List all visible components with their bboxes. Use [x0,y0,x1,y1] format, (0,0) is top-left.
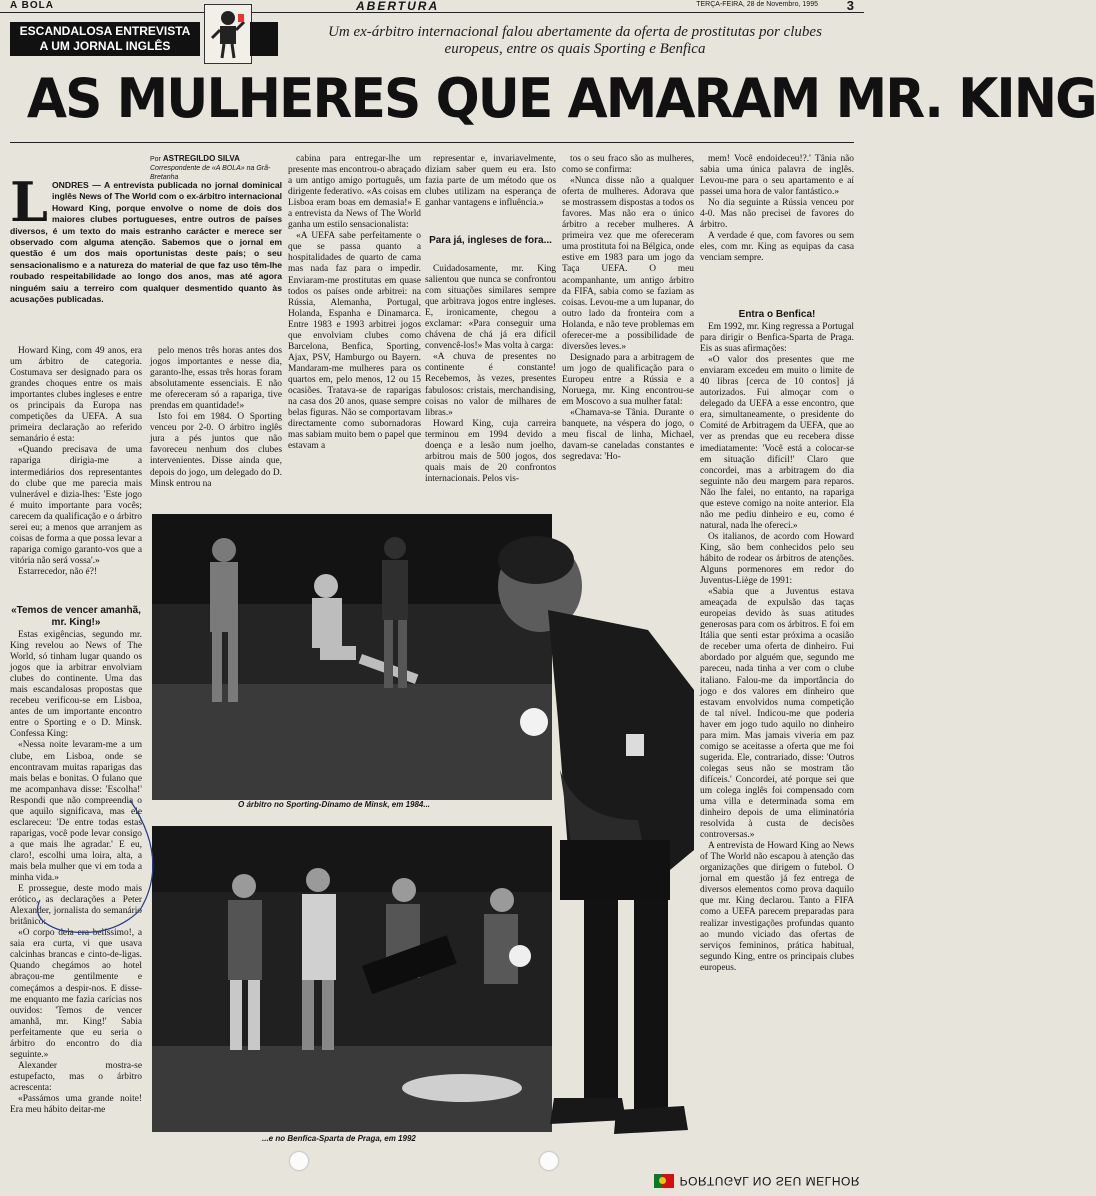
paragraph: Cuidadosamente, mr. King salientou que nunca se confrontou com situações similares sempre que arbitrava jogos entre ingleses. E, ironicamente, chegou a exclamar: «Para conseguir uma chávena de chá já era difícil convencê-los!» Mas volta à carga: [425,264,556,352]
kicker-line-1: ESCANDALOSA ENTREVISTA [19,24,191,38]
footer-text: PORTUGAL NO SEU MELHOR [679,1174,860,1188]
paragraph: mem! Você endoideceu!?.' Tânia não sabia uma única palavra de inglês. Levou-me para o seu apartamento e aí passei uma hora de valor fantástico.» [700,154,854,198]
subhead-temos: «Temos de vencer amanhã, mr. King!» [11,605,141,628]
paragraph: «Chamava-se Tânia. Durante o banquete, na véspera do jogo, o meu fiscal de linha, Michael, davam-se caneladas constantes e segredava: 'Ho- [562,408,694,463]
kicker-line-2: A UM JORNAL INGLÊS [39,39,171,53]
mascot-logo-icon [204,4,252,64]
photo-referee-cutout [488,520,698,1140]
paragraph: Alexander mostra-se estupefacto, mas o árbitro acrescenta: [10,1060,142,1093]
deck-subtitle: Um ex-árbitro internacional falou abertamente da oferta de prostitutas por clubes europeus, entre os quais Sporting e Benfica [328,24,822,57]
paragraph: «Nunca disse não a qualquer oferta de mulheres. Adorava que se mostrassem dispostas a todos os favores. Mas não era o único árbitro a receber mulheres. A primeira vez que me ofereceram uma prostituta foi na Bélgica, onde estive em 1983 para um jogo da Taça UEFA. O meu acompanhante, um antigo árbitro da FIFA, sabia como se faziam as coisas. Levou-me a um lupanar, do outro lado da fronteira com a Holanda, e não teve problemas em oferecer-me a possibilidade de diversões leves.» [562,176,694,352]
headline: AS MULHERES QUE AMARAM MR. KING [26,67,1096,130]
paragraph: Designado para a arbitragem de um jogo de qualificação para o Europeu entre a Rússia e a Noruega, mr. King encontrou-se em Moscovo a sua mulher fatal: [562,352,694,408]
paragraph: «O corpo dela era belíssimo!, a saia era curta, vi que usava calcinhas brancas e cinto-de-ligas. Quando chegámos ao hotel abraçou-me gentilmente e começámos a despir-nos. E disse-me enquanto me fazia carícias nos ouvidos: 'Temos de vencer amanhã, mr. King!' Sabia perfeitamente que eu seria o árbitro do encontro do dia seguinte.» [10,928,142,1060]
paragraph: «Sabia que a Juventus estava ameaçada de expulsão das taças europeias devido às suas atitudes generosas para com os árbitros. E foi em Itália que senti estar próxima a ocasião de receber uma oferta de dinheiro. Fui abordado por alguém que, segundo me pareceu, nada tinha a ver com o clube italiano. Falou-me da importância do jogo e dos valores em dinheiro que estavam envolvidos numa competição de tal nível. Indicou-me que poderia haver em jogo tudo aquilo no dinheiro para mim. Mas jamais viveria em paz comigo se aceitasse a oferta que me foi sugerida. Ele, contrariado, disse: 'Outros colegas seus não se mostram tão difíceis.' Concordei, até porque sei que um colega inglês foi compensado com uma villa e determinada soma em dinheiro depois de uma eliminatória resolvida à custa de decisões controversas.» [700,587,854,841]
headline-rule [10,142,854,143]
paragraph: «Nessa noite levaram-me a um clube, em Lisboa, onde se encontravam muitas raparigas das mais belas e bonitas. O fulano que me acompanhava disse: 'Escolha!' Respondi que não compreendia o que aquilo significava, mas ele esclareceu: 'De entre todas estas raparigas, você pode levar consigo a que mais lhe agradar.' E eu, claro!, escolhi uma loira, alta, a mais bela mulher que vi em toda a minha vida.» [10,740,142,884]
column-4-top [425,154,556,224]
paragraph: Estarrecedor, não é?! [18,566,98,577]
issue-date: TERÇA-FEIRA, 28 de Novembro, 1995 [696,1,818,8]
paragraph: tos o seu fraco são as mulheres, como se confirma: [562,154,694,176]
binder-hole [540,1152,558,1170]
column-2 [150,346,282,500]
column-6-bottom [700,322,854,1146]
column-4-bottom [425,264,556,500]
paragraph: cabina para entregar-lhe um presente mas encontrou-o abraçado a um antigo amigo português, um dirigente federativo. «As coisas em Lisboa eram boas em demasia!» E a entrevista da News of The World ganha um estilo sensacionalista: [288,154,421,231]
lead-text: ONDRES — A entrevista publicada no jornal dominical inglês News of The World com o ex-árbitro internacional Howard King, porque envolve o nome de dois dos maiores clubes portugueses, entre outros de países diversos, é um texto do mais estranho carácter e merece ser observado com alguma atenção. Sabemos que o jornal em questão é um dos mais oportunistas deste país; o seu sensacionalismo e a natureza do material de que faz uso têm-lhe roubado respeitabilidade ao longo dos anos, mas até agora ninguém saiu a terreiro com qualquer desmentido quanto às acusações publicadas. [10,180,282,305]
caption-photo-1: O árbitro no Sporting-Dínamo de Minsk, em 1984... [238,800,431,809]
paragraph: Howard King, com 49 anos, era um árbitro de categoria. Costumava ser designado para os grandes choques entre os mais importantes clubes ingleses e entre os principais da Europa nas competições da UEFA. A sua primeira declaração ao referido semanário é esta: [10,346,142,445]
page-header [0,0,864,13]
subhead-ingleses: Para já, ingleses de fora... [429,235,552,246]
section-center: ABERTURA [356,0,440,13]
paragraph: «Quando precisava de uma rapariga dirigia-me a intermediários dos representantes do clube que me parecia mais vulnerável e dizia-lhes: 'Este jogo é muito importante para vocês; carecem da qualificação e o árbitro serei eu; a menos que arranjem as coisas de forma a que possa levar a rapariga comigo garanto-vos que a vitória não será vossa'.» [10,445,142,566]
paragraph: Em 1992, mr. King regressa a Portugal para dirigir o Benfica-Sparta de Praga. Eis as suas afirmações: [700,322,854,355]
caption-photo-2: ...e no Benfica-Sparta de Praga, em 1992 [262,1134,416,1143]
binder-hole [290,1152,308,1170]
byline-role: Correspondente de «A BOLA» na Grã-Bretanha [150,165,271,181]
byline [150,154,282,182]
column-5 [562,154,694,500]
paragraph: A entrevista de Howard King ao News of The World não escapou à atenção das organizações que dirigem o futebol. O jornal em questão já fez entrega de diversos elementos como prova daquilo que mr. King declarou. Tanto a FIFA como a UEFA parecem preparadas para realizar investigações profundas quanto ao mundo viciado das ofertas de serviços femininos, prática habitual, segundo King, entre os principais clubes europeus. [700,841,854,973]
paragraph: «O valor dos presentes que me enviaram excedeu em muito o limite de 40 libras [cerca de 10 contos] já autorizados. Fui almoçar com o delegado da UEFA a esse encontro, que era, simultaneamente, o presidente do Comité de Arbitragem da UEFA, que ao ver as prendas que eu recebera disse imediatamente: 'Você está a colocar-se em situação difícil!' Claro que concordei, mas a arbitragem do dia seguinte não deu margem para reparos. Não lhe falei, no entanto, na rapariga que esteve comigo na noite anterior. Ela não me pediu dinheiro e eu, como é natural, nada lhe ofereci.» [700,355,854,531]
paragraph: «Passámos uma grande noite! Era meu hábito deitar-me [10,1093,142,1116]
paragraph: «A UEFA sabe perfeitamente o que se passa quanto a hospitalidades de quarto de cama mas nada faz para o impedir. Enviaram-me prostitutas em quase todos os países onde arbitrei: na Rússia, Alemanha, Portugal, Holanda, Espanha e Dinamarca. Entre 1983 e 1993 arbitrei jogos que envolviam clubes como Barcelona, Benfica, Sporting, Ajax, PSV, Hamburgo ou Bayern. Mandaram-me mulheres para os quartos em, pelo menos, 12 ou 15 ocasiões. Tratava-se de raparigas na casa dos 20 anos, quase sempre belas figuras. Não se comportavam directamente como subornadoras mas sabiam muito bem o papel que estavam a [288,231,421,452]
portugal-flag-icon [654,1174,674,1188]
paragraph: A verdade é que, com favores ou sem eles, com mr. King as equipas da casa venciam sempre. [700,231,854,264]
paragraph: Estas exigências, segundo mr. King revelou ao News of The World, só tinham lugar quando os jogos que ia arbitrar envolviam clubes do continente. Uma das mais escandalosas propostas que recebeu verificou-se em Lisboa, antes de um importante encontro entre o Sporting e o D. Minsk. Confessa King: [10,630,142,740]
paragraph: Os italianos, de acordo com Howard King, são bem conhecidos pelo seu hábito de rodear os árbitros de atenções. Alguns pormenores em redor do Juventus-Liège de 1991: [700,531,854,587]
paragraph: Howard King, cuja carreira terminou em 1994 devido a doença e a lesão num joelho, arbitrou mais de 500 jogos, dos quais mais de 20 confrontos internacionais. Pelos vis- [425,418,556,484]
page-number: 3 [846,0,854,13]
footer-watermark [654,1174,860,1188]
paragraph: E prossegue, deste modo mais erótico, as declarações a Peter Alexander, jornalista do semanário britânico: [10,884,142,928]
paragraph: «A chuva de presentes no continente é constante! Recebemos, às vezes, presentes fabulosos: cristais, merchandising, coisas no valor de milhares de libras.» [425,352,556,418]
pen-annotation [20,790,170,940]
kicker-bar [250,22,278,56]
byline-author: ASTREGILDO SILVA [162,154,240,163]
paragraph: representar e, invariavelmente, diziam saber quem eu era. Isto fazia parte de um método que os clubes utilizam na esperança de ganhar vantagens e influência.» [425,154,556,209]
paragraph: pelo menos três horas antes dos jogos importantes e nesse dia, garanto-lhe, essas três horas foram absolutamente essenciais. E não me ofereceram só a rapariga, tive prendas em quantidade!» [150,346,282,412]
column-1-top [10,346,142,616]
paragraph: No dia seguinte a Rússia venceu por 4-0. Mas não precisei de favores do árbitro. [700,198,854,231]
byline-prefix: Por [150,156,161,163]
subhead-benfica: Entra o Benfica! [738,309,816,320]
paragraph: Isto foi em 1984. O Sporting venceu por 2-0. O árbitro inglês jura a pés juntos que não favoreceu nenhum dos clubes intervenientes. Disse ainda que, depois do jogo, um delegado do D. Minsk entrou na [150,412,282,489]
column-3 [288,154,421,500]
column-6-top [700,154,854,296]
kicker-box [10,22,200,56]
dropcap: L [10,170,48,234]
section-left: A BOLA [10,0,54,11]
